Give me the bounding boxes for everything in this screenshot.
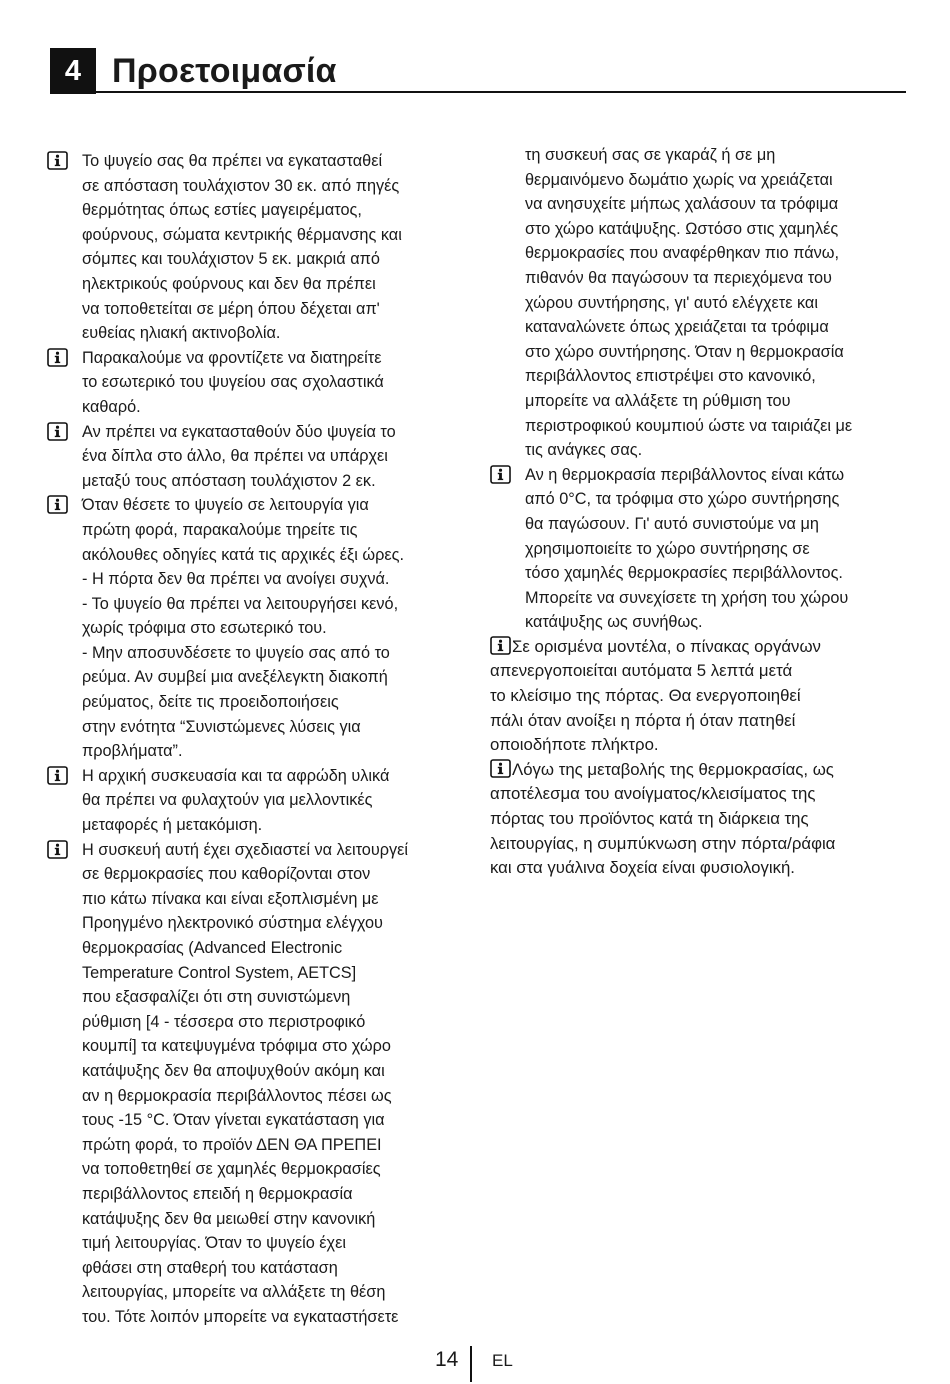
note-panel-auto-off — [490, 635, 910, 758]
dash-item-power — [82, 641, 457, 764]
text-line: να ανησυχείτε μήπως χαλάσουν τα τρόφιμα — [525, 195, 839, 214]
text-line: ρεύματος, δείτε τις προειδοποιήσεις — [82, 693, 339, 712]
text-line: να τοποθετείται σε μέρη όπου δέχεται απ' — [82, 299, 380, 318]
text-line: πόρτας του προϊόντος κατά τη διάρκεια της — [490, 809, 809, 829]
text-line: κατάψυξης δεν θα μειωθεί στην κανονική — [82, 1209, 376, 1228]
text-line: μεταξύ τους απόσταση τουλάχιστον 2 εκ. — [82, 471, 376, 490]
language-code: EL — [492, 1351, 513, 1370]
text-line: το εσωτερικό του ψυγείου σας σχολαστικά — [82, 373, 384, 392]
footer-divider — [470, 1346, 472, 1382]
dash-item-empty — [82, 592, 457, 641]
text-line: κατάψυξης δεν θα αποψυχθούν ακόμη και — [82, 1061, 385, 1080]
note-condensation — [490, 758, 910, 881]
text-line: του. Τότε λοιπόν μπορείτε να εγκαταστήσετε — [82, 1307, 399, 1326]
info-icon — [47, 422, 68, 441]
text-line: από 0°C, τα τρόφιμα στο χώρο συντήρησης — [525, 490, 840, 509]
note-text — [82, 764, 457, 838]
text-line: περιβάλλοντος επειδή η θερμοκρασία — [82, 1184, 353, 1203]
note-distance-heat-sources — [47, 149, 457, 346]
text-line: - Το ψυγείο θα πρέπει να λειτουργήσει κενό, — [82, 594, 399, 613]
text-line: Αν η θερμοκρασία περιβάλλοντος είναι κάτω — [525, 465, 845, 484]
text-line: ένα δίπλα στο άλλο, θα πρέπει να υπάρχει — [82, 447, 388, 466]
left-column — [47, 149, 457, 1330]
text-line: θερμοκρασίες που αναφέρθηκαν πιο πάνω, — [525, 244, 839, 263]
note-below-zero — [490, 463, 910, 635]
header-rule — [50, 91, 906, 93]
right-column — [490, 143, 910, 881]
text-line: Προηγμένο ηλεκτρονικό σύστημα ελέγχου — [82, 914, 383, 933]
text-line: - Μην αποσυνδέσετε το ψυγείο σας από το — [82, 643, 390, 662]
info-icon — [47, 348, 68, 367]
text-line: στο χώρο κατάψυξης. Ωστόσο στις χαμηλές — [525, 219, 839, 238]
text-line-content: Λόγω της μεταβολής της θερμοκρασίας, ως — [512, 759, 834, 779]
section-header — [50, 48, 906, 94]
section-number: 4 — [50, 48, 96, 94]
text-line: Το ψυγείο σας θα πρέπει να εγκατασταθεί — [82, 152, 383, 170]
text-line: Παρακαλούμε να φροντίζετε να διατηρείτε — [82, 348, 382, 367]
text-line: σε απόσταση τουλάχιστον 30 εκ. από πηγές — [82, 176, 400, 195]
note-packaging — [47, 764, 457, 838]
text-line: να τοποθετηθεί σε χαμηλές θερμοκρασίες — [82, 1160, 381, 1179]
info-icon — [490, 759, 511, 778]
text-line: θα παγώσουν. Γι' αυτό συνιστούμε να μη — [525, 514, 819, 533]
text-line: Η συσκευή αυτή έχει σχεδιαστεί να λειτουργεί — [82, 840, 409, 859]
note-first-operation — [47, 493, 457, 567]
dash-item-door — [82, 567, 457, 592]
text-line: και στα γυάλινα δοχεία είναι φυσιολογική. — [490, 858, 795, 878]
text-line: λειτουργίας, η συμπύκνωση στην πόρτα/ράφια — [490, 833, 836, 853]
text-line: προβλήματα”. — [82, 742, 183, 761]
text-line: θερμοκρασίας (Advanced Electronic — [82, 939, 343, 957]
text-line: τιμή λειτουργίας. Όταν το ψυγείο έχει — [82, 1234, 346, 1253]
text-line: πιθανόν θα παγώσουν τα περιεχόμενα του — [525, 268, 832, 287]
note-text — [82, 149, 457, 346]
text-line: πρώτη φορά, το προϊόν ΔΕΝ ΘΑ ΠΡΕΠΕΙ — [82, 1135, 382, 1154]
text-line: περιβάλλοντος επιστρέψει στο κανονικό, — [525, 367, 816, 386]
page-number: 14 — [435, 1348, 459, 1371]
text-line: πάλι όταν ανοίξει η πόρτα ή όταν πατηθεί — [490, 710, 796, 730]
text-line: Όταν θέσετε το ψυγείο σε λειτουργία για — [82, 496, 369, 515]
note-text — [490, 635, 910, 758]
text-line: τόσο χαμηλές θερμοκρασίες περιβάλλοντος. — [525, 564, 843, 583]
page-footer — [0, 1346, 950, 1384]
info-icon — [47, 151, 68, 170]
text-line: μπορείτε να αλλάξετε τη ρύθμιση του — [525, 391, 791, 410]
info-icon — [47, 495, 68, 514]
text-line: θα πρέπει να φυλαχτούν για μελλοντικές — [82, 791, 373, 810]
text-line: σόμπες και τουλάχιστον 5 εκ. μακριά από — [82, 250, 380, 269]
text-line: Μπορείτε να συνεχίσετε τη χρήση του χώρου — [525, 588, 849, 607]
text-line: το κλείσιμο της πόρτας. Θα ενεργοποιηθεί — [490, 686, 801, 706]
text-line: που εξασφαλίζει ότι στη συνιστώμενη — [82, 988, 351, 1007]
text-line: καταναλώνετε όπως χρειάζεται τα τρόφιμα — [525, 318, 829, 337]
text-line: τις ανάγκες σας. — [525, 441, 643, 460]
section-title: Προετοιμασία — [112, 52, 337, 90]
note-two-fridges — [47, 420, 457, 494]
text-line: χρησιμοποιείτε το χώρο συντήρησης σε — [525, 539, 810, 558]
note-keep-clean — [47, 346, 457, 420]
text-line: λειτουργίας, μπορείτε να αλλάξετε τη θέση — [82, 1283, 386, 1302]
info-icon — [490, 465, 511, 484]
continuation-text — [490, 143, 910, 463]
text-line-content: Σε ορισμένα μοντέλα, ο πίνακας οργάνων — [512, 636, 821, 656]
text-line: αν η θερμοκρασία περιβάλλοντος πέσει ως — [82, 1086, 392, 1105]
note-aetcs — [47, 838, 457, 1330]
text-line: περιστροφικού κουμπιού ώστε να ταιριάζει με — [525, 416, 853, 435]
text-line: θερμότητας όπως εστίες μαγειρέματος, — [82, 201, 362, 220]
text-line: στο χώρο συντήρησης. Όταν η θερμοκρασία — [525, 342, 844, 361]
text-line: κουμπί] τα κατεψυγμένα τρόφιμα στο χώρο — [82, 1037, 391, 1056]
text-line: χώρου συντήρησης, γι' αυτό ελέγχετε και — [525, 293, 818, 312]
text-line: Η αρχική συσκευασία και τα αφρώδη υλικά — [82, 766, 390, 785]
dash-list — [47, 567, 457, 764]
text-line: τους -15 °C. Όταν γίνεται εγκατάσταση για — [82, 1111, 385, 1130]
text-line: ηλεκτρικούς φούρνους και δεν θα πρέπει — [82, 274, 376, 293]
text-line: χωρίς τρόφιμα στο εσωτερικό του. — [82, 619, 327, 638]
note-text — [82, 493, 457, 567]
text-line: ευθείας ηλιακή ακτινοβολία. — [82, 324, 281, 343]
note-text — [82, 420, 457, 494]
text-line: ακόλουθες οδηγίες κατά τις αρχικές έξι ώρες. — [82, 545, 404, 564]
info-icon — [47, 766, 68, 785]
note-text — [490, 758, 910, 881]
text-line — [490, 635, 910, 660]
text-line: μεταφορές ή μετακόμιση. — [82, 816, 263, 835]
info-icon — [490, 636, 511, 655]
text-line: θερμαινόμενο δωμάτιο χωρίς να χρειάζεται — [525, 170, 833, 189]
text-line — [490, 758, 910, 783]
text-line: οποιοδήποτε πλήκτρο. — [490, 735, 659, 755]
info-icon — [47, 840, 68, 859]
text-line: - Η πόρτα δεν θα πρέπει να ανοίγει συχνά. — [82, 570, 390, 589]
text-line: Temperature Control System, AETCS] — [82, 963, 357, 982]
text-line: απενεργοποιείται αυτόματα 5 λεπτά μετά — [490, 661, 793, 681]
text-line: πιο κάτω πίνακα και είναι εξοπλισμένη με — [82, 889, 379, 908]
text-line: Αν πρέπει να εγκατασταθούν δύο ψυγεία το — [82, 422, 396, 441]
note-text — [82, 838, 457, 1330]
note-text — [82, 346, 457, 420]
text-line: ρεύμα. Αν συμβεί μια ανεξέλεγκτη διακοπή — [82, 668, 388, 687]
text-line: ρύθμιση [4 - τέσσερα στο περιστροφικό — [82, 1012, 366, 1031]
text-line: φούρνους, σώματα κεντρικής θέρμανσης και — [82, 225, 402, 244]
text-line: στην ενότητα “Συνιστώμενες λύσεις για — [82, 717, 361, 736]
note-text — [525, 463, 910, 635]
text-line: τη συσκευή σας σε γκαράζ ή σε μη — [525, 146, 776, 164]
text-line: αποτέλεσμα του ανοίγματος/κλεισίματος της — [490, 784, 816, 804]
text-line: φθάσει στη σταθερή του κατάσταση — [82, 1258, 338, 1277]
text-line: καθαρό. — [82, 397, 141, 416]
text-line: πρώτη φορά, παρακαλούμε τηρείτε τις — [82, 520, 358, 539]
text-line: σε θερμοκρασίες που καθορίζονται στον — [82, 865, 371, 884]
text-line: κατάψυξης ως συνήθως. — [525, 613, 703, 632]
